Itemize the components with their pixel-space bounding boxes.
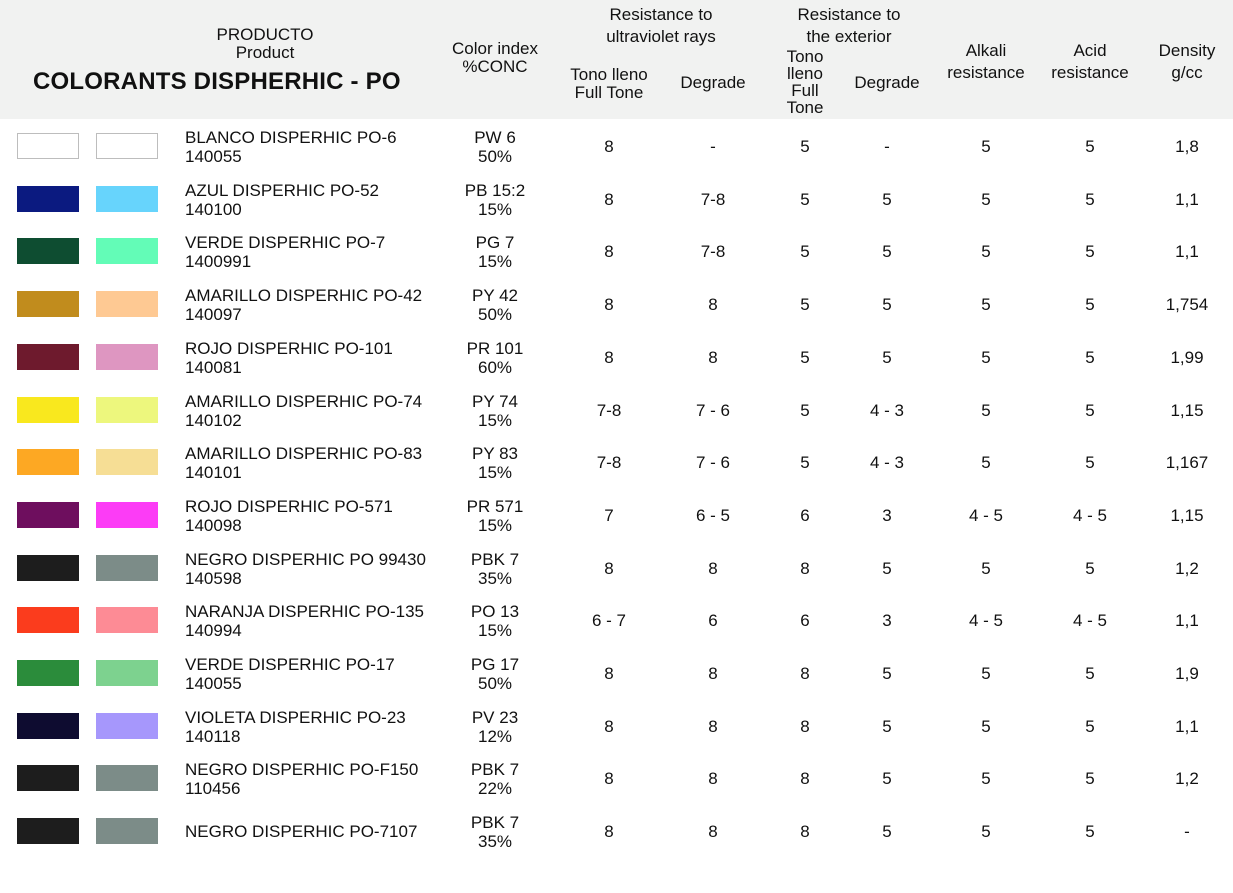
concentration-value: 35%: [477, 568, 513, 588]
degrade-swatch: [96, 555, 158, 581]
full-tone-swatch: [17, 397, 79, 423]
density-cell: 1,8: [1175, 137, 1199, 156]
uv-degrade-cell: 8: [708, 822, 718, 842]
exterior-label-2: the exterior: [806, 27, 892, 46]
density-cell: 1,1: [1175, 242, 1199, 262]
exterior-degrade-cell: 3: [882, 505, 892, 525]
uv-full-tone-cell: 8: [604, 664, 614, 683]
exterior-full-tone-cell: 5: [800, 347, 810, 367]
uv-label-2: ultraviolet rays: [606, 27, 716, 46]
density-cell: 1,2: [1175, 769, 1199, 789]
product-name-label: ROJO DISPERHIC PO-571: [185, 496, 393, 516]
table-row: [0, 752, 1233, 804]
exterior-full-tone-cell: 5: [800, 189, 810, 209]
degrade-swatch: [96, 291, 158, 317]
acid-cell: 4 - 5: [1072, 505, 1108, 525]
product-code: 140100: [185, 199, 242, 219]
acid-cell: 5: [1085, 189, 1095, 209]
concentration-value: 50%: [477, 305, 513, 325]
product-name: [185, 339, 393, 377]
alkali-cell: 5: [981, 242, 991, 262]
acid-cell: 5: [1085, 137, 1095, 156]
exterior-full-tone-cell: 8: [800, 716, 810, 736]
table-row: [0, 331, 1233, 383]
color-index-cell: [440, 655, 550, 693]
acid-cell: 5: [1085, 716, 1095, 736]
density-cell: -: [1184, 822, 1190, 842]
product-name: [185, 128, 397, 166]
table-row: [0, 805, 1233, 857]
product-name-label: NEGRO DISPERHIC PO 99430: [185, 549, 426, 569]
product-name: [185, 286, 422, 324]
degrade-swatch: [96, 660, 158, 686]
table-row: [0, 120, 1233, 172]
acid-label-1: Acid: [1073, 41, 1107, 60]
color-index-cell: [440, 233, 550, 271]
color-index-value: PB 15:2: [464, 180, 526, 200]
uv-full-tone-cell: 8: [604, 295, 614, 315]
acid-cell: 5: [1085, 664, 1095, 683]
color-index-value: PR 101: [466, 338, 524, 358]
color-index-header: [440, 40, 550, 76]
density-cell: 1,167: [1165, 453, 1209, 473]
color-index-value: PW 6: [474, 128, 516, 147]
product-name-label: VERDE DISPERHIC PO-17: [185, 655, 395, 674]
product-code: 140102: [185, 410, 242, 430]
density-cell: 1,15: [1170, 400, 1204, 420]
alkali-header: [936, 40, 1036, 84]
product-code: 140098: [185, 515, 242, 535]
color-index-cell: [440, 550, 550, 588]
product-name: [185, 392, 422, 430]
alkali-cell: 5: [981, 769, 991, 789]
exterior-degrade-cell: 5: [882, 347, 892, 367]
color-index-value: PY 42: [471, 286, 518, 306]
color-index-value: PO 13: [470, 602, 520, 622]
color-index-value: PG 17: [470, 655, 520, 674]
uv-full-tone-cell: 6 - 7: [591, 611, 627, 631]
table-row: [0, 436, 1233, 488]
alkali-cell: 4 - 5: [968, 611, 1004, 631]
degrade-swatch: [96, 818, 158, 844]
product-name: [185, 233, 385, 271]
product-name-label: AMARILLO DISPERHIC PO-74: [185, 391, 423, 411]
density-cell: 1,2: [1175, 558, 1199, 578]
concentration-value: 50%: [477, 147, 513, 166]
uv-degrade-cell: 7 - 6: [695, 453, 731, 473]
degrade-swatch: [96, 502, 158, 528]
uv-full-tone-cell: 7: [604, 505, 614, 525]
uv-degrade-cell: 7-8: [700, 242, 726, 262]
table-row: [0, 542, 1233, 594]
product-name-label: ROJO DISPERHIC PO-101: [185, 338, 393, 358]
density-cell: 1,1: [1175, 611, 1199, 631]
concentration-value: 60%: [477, 357, 513, 377]
exterior-full-tone-cell: 5: [800, 295, 810, 315]
concentration-value: 35%: [477, 832, 513, 852]
full-tone-swatch: [17, 555, 79, 581]
color-index-value: PY 83: [471, 444, 518, 464]
product-name: [185, 497, 393, 535]
uv-degrade-cell: 8: [708, 716, 718, 736]
color-index-value: PBK 7: [470, 549, 520, 569]
conc-label: %CONC: [462, 57, 528, 76]
alkali-cell: 5: [981, 558, 991, 578]
density-header: [1142, 40, 1232, 84]
exterior-degrade-cell: 3: [882, 611, 892, 631]
product-code: 140081: [185, 357, 242, 377]
color-index-cell: [440, 128, 550, 166]
uv-full-en-label: Full Tone: [574, 83, 644, 102]
degrade-swatch: [96, 449, 158, 475]
uv-full-tone-cell: 7-8: [596, 453, 622, 473]
degrade-swatch: [96, 765, 158, 791]
product-name: [185, 181, 379, 219]
exterior-degrade-cell: 5: [882, 242, 892, 262]
color-index-value: PBK 7: [470, 813, 520, 833]
table-row: [0, 384, 1233, 436]
uv-label-1: Resistance to: [609, 5, 713, 24]
exterior-full-tone-cell: 5: [800, 242, 810, 262]
exterior-degrade-header: Degrade: [854, 73, 920, 92]
exterior-degrade-cell: 5: [882, 822, 892, 842]
product-name: [185, 602, 424, 640]
exterior-group-header: [754, 4, 944, 48]
concentration-value: 15%: [477, 199, 513, 219]
exterior-full-tone-header: [770, 48, 840, 116]
uv-degrade-cell: 7 - 6: [695, 400, 731, 420]
color-index-value: PY 74: [471, 391, 518, 411]
product-name-label: NARANJA DISPERHIC PO-135: [185, 602, 425, 622]
product-name: [185, 550, 426, 588]
full-tone-swatch: [17, 449, 79, 475]
color-index-cell: [440, 602, 550, 640]
concentration-value: 12%: [477, 726, 513, 746]
exterior-full-tone-cell: 6: [800, 505, 810, 525]
alkali-cell: 5: [981, 137, 991, 156]
color-index-cell: [440, 708, 550, 746]
acid-cell: 5: [1085, 558, 1095, 578]
density-cell: 1,1: [1175, 189, 1199, 209]
alkali-cell: 5: [981, 664, 991, 683]
product-code: 110456: [185, 779, 241, 799]
table-row: [0, 489, 1233, 541]
full-tone-swatch: [17, 660, 79, 686]
exterior-degrade-cell: 5: [882, 769, 892, 789]
product-name-label: NEGRO DISPERHIC PO-F150: [185, 760, 419, 780]
alkali-label-1: Alkali: [965, 41, 1007, 60]
exterior-degrade-cell: 5: [882, 189, 892, 209]
product-column-header: [140, 26, 390, 62]
uv-full-tone-cell: 8: [604, 242, 614, 262]
concentration-value: 15%: [477, 410, 513, 430]
acid-cell: 5: [1085, 769, 1095, 789]
exterior-full-tone-cell: 6: [800, 611, 810, 631]
color-index-cell: [440, 286, 550, 324]
exterior-full-label-4: Tone: [786, 98, 824, 117]
product-name: [185, 655, 395, 693]
table-row: [0, 173, 1233, 225]
degrade-swatch: [96, 713, 158, 739]
producto-label: PRODUCTO: [216, 25, 314, 44]
alkali-cell: 5: [981, 295, 991, 315]
density-cell: 1,15: [1170, 505, 1204, 525]
color-index-value: PR 571: [466, 496, 524, 516]
exterior-full-tone-cell: 5: [800, 400, 810, 420]
exterior-degrade-cell: 4 - 3: [869, 453, 905, 473]
product-name-label: AMARILLO DISPERHIC PO-42: [185, 286, 423, 306]
exterior-degrade-cell: 5: [882, 558, 892, 578]
exterior-full-tone-cell: 5: [800, 453, 810, 473]
alkali-label-2: resistance: [947, 63, 1025, 82]
uv-full-tone-cell: 8: [604, 769, 614, 789]
density-cell: 1,9: [1175, 664, 1199, 683]
acid-cell: 5: [1085, 400, 1095, 420]
density-cell: 1,754: [1165, 295, 1209, 315]
product-name-label: VERDE DISPERHIC PO-7: [185, 233, 386, 253]
full-tone-swatch: [17, 238, 79, 264]
uv-full-es-label: Tono lleno: [570, 65, 648, 84]
concentration-value: 15%: [477, 252, 513, 272]
degrade-swatch: [96, 344, 158, 370]
color-index-cell: [440, 181, 550, 219]
full-tone-swatch: [17, 607, 79, 633]
table-header: [0, 0, 1233, 119]
density-label-2: g/cc: [1171, 63, 1203, 82]
acid-cell: 4 - 5: [1072, 611, 1108, 631]
color-index-value: PBK 7: [470, 760, 520, 780]
product-name-label: VIOLETA DISPERHIC PO-23: [185, 707, 406, 727]
product-code: 140055: [185, 674, 242, 693]
alkali-cell: 5: [981, 716, 991, 736]
product-name: [185, 760, 418, 798]
table-row: [0, 278, 1233, 330]
uv-full-tone-cell: 8: [604, 189, 614, 209]
product-name-label: AZUL DISPERHIC PO-52: [185, 180, 379, 200]
exterior-full-label-3: Full: [791, 81, 819, 100]
alkali-cell: 5: [981, 400, 991, 420]
full-tone-swatch: [17, 818, 79, 844]
product-name-label: NEGRO DISPERHIC PO-7107: [185, 822, 418, 842]
density-cell: 1,1: [1175, 716, 1199, 736]
degrade-swatch: [96, 186, 158, 212]
exterior-full-tone-cell: 8: [800, 558, 810, 578]
product-name: [185, 822, 417, 841]
alkali-cell: 4 - 5: [968, 505, 1004, 525]
color-index-value: PV 23: [471, 707, 519, 727]
uv-degrade-cell: 8: [708, 347, 718, 367]
table-row: [0, 594, 1233, 646]
full-tone-swatch: [17, 186, 79, 212]
product-code: 140994: [185, 621, 242, 641]
uv-degrade-cell: -: [710, 137, 716, 156]
degrade-swatch: [96, 397, 158, 423]
uv-degrade-cell: 8: [708, 769, 718, 789]
color-index-label: Color index: [452, 39, 538, 58]
color-index-cell: [440, 339, 550, 377]
exterior-full-tone-cell: 8: [800, 769, 810, 789]
product-name-label: AMARILLO DISPERHIC PO-83: [185, 444, 423, 464]
acid-cell: 5: [1085, 822, 1095, 842]
acid-label-2: resistance: [1051, 63, 1129, 82]
exterior-degrade-cell: 4 - 3: [869, 400, 905, 420]
concentration-value: 50%: [477, 674, 513, 693]
uv-degrade-cell: 7-8: [700, 189, 726, 209]
product-code: 140097: [185, 305, 242, 325]
concentration-value: 15%: [477, 515, 513, 535]
uv-full-tone-cell: 7-8: [596, 400, 622, 420]
concentration-value: 15%: [477, 621, 513, 641]
table-row: [0, 225, 1233, 277]
full-tone-swatch: [17, 291, 79, 317]
table-row: [0, 647, 1233, 699]
table-row: [0, 700, 1233, 752]
color-index-cell: [440, 392, 550, 430]
exterior-degrade-cell: 5: [882, 716, 892, 736]
degrade-swatch: [96, 238, 158, 264]
uv-degrade-cell: 6: [708, 611, 718, 631]
color-index-cell: [440, 813, 550, 851]
concentration-value: 15%: [477, 463, 513, 483]
exterior-label-1: Resistance to: [797, 5, 901, 24]
exterior-degrade-cell: 5: [882, 664, 892, 683]
product-code: 1400991: [185, 252, 252, 272]
product-name: [185, 444, 422, 482]
uv-full-tone-cell: 8: [604, 137, 614, 156]
color-index-value: PG 7: [475, 233, 515, 253]
uv-degrade-cell: 8: [708, 295, 718, 315]
product-name-label: BLANCO DISPERHIC PO-6: [185, 128, 397, 147]
concentration-value: 22%: [477, 779, 513, 799]
full-tone-swatch: [17, 502, 79, 528]
uv-full-tone-cell: 8: [604, 716, 614, 736]
full-tone-swatch: [17, 713, 79, 739]
density-label-1: Density: [1158, 41, 1216, 60]
uv-group-header: [566, 4, 756, 48]
exterior-full-tone-cell: 5: [800, 137, 810, 156]
uv-degrade-cell: 8: [708, 558, 718, 578]
alkali-cell: 5: [981, 822, 991, 842]
exterior-full-label-2: lleno: [787, 64, 823, 83]
uv-degrade-cell: 6 - 5: [695, 505, 731, 525]
product-code: 140055: [185, 147, 242, 166]
alkali-cell: 5: [981, 189, 991, 209]
product-code: 140118: [185, 726, 241, 746]
page-title: COLORANTS DISPHERHIC - PO: [33, 68, 401, 95]
full-tone-swatch: [17, 133, 79, 159]
uv-full-tone-header: [558, 66, 660, 102]
exterior-degrade-cell: -: [884, 137, 890, 156]
product-name: [185, 708, 406, 746]
full-tone-swatch: [17, 344, 79, 370]
color-index-cell: [440, 444, 550, 482]
uv-full-tone-cell: 8: [604, 347, 614, 367]
exterior-full-tone-cell: 8: [800, 664, 810, 683]
acid-header: [1040, 40, 1140, 84]
density-cell: 1,99: [1170, 347, 1204, 367]
acid-cell: 5: [1085, 347, 1095, 367]
uv-degrade-header: Degrade: [680, 73, 746, 92]
full-tone-swatch: [17, 765, 79, 791]
exterior-full-tone-cell: 8: [800, 822, 810, 842]
alkali-cell: 5: [981, 453, 991, 473]
degrade-swatch: [96, 133, 158, 159]
uv-full-tone-cell: 8: [604, 558, 614, 578]
degrade-swatch: [96, 607, 158, 633]
acid-cell: 5: [1085, 453, 1095, 473]
exterior-degrade-cell: 5: [882, 295, 892, 315]
color-index-cell: [440, 497, 550, 535]
acid-cell: 5: [1085, 295, 1095, 315]
exterior-full-label-1: Tono: [786, 47, 824, 66]
product-label: Product: [235, 43, 295, 62]
uv-full-tone-cell: 8: [604, 822, 614, 842]
product-code: 140598: [185, 568, 242, 588]
alkali-cell: 5: [981, 347, 991, 367]
acid-cell: 5: [1085, 242, 1095, 262]
product-code: 140101: [185, 463, 242, 483]
color-index-cell: [440, 760, 550, 798]
uv-degrade-cell: 8: [708, 664, 718, 683]
